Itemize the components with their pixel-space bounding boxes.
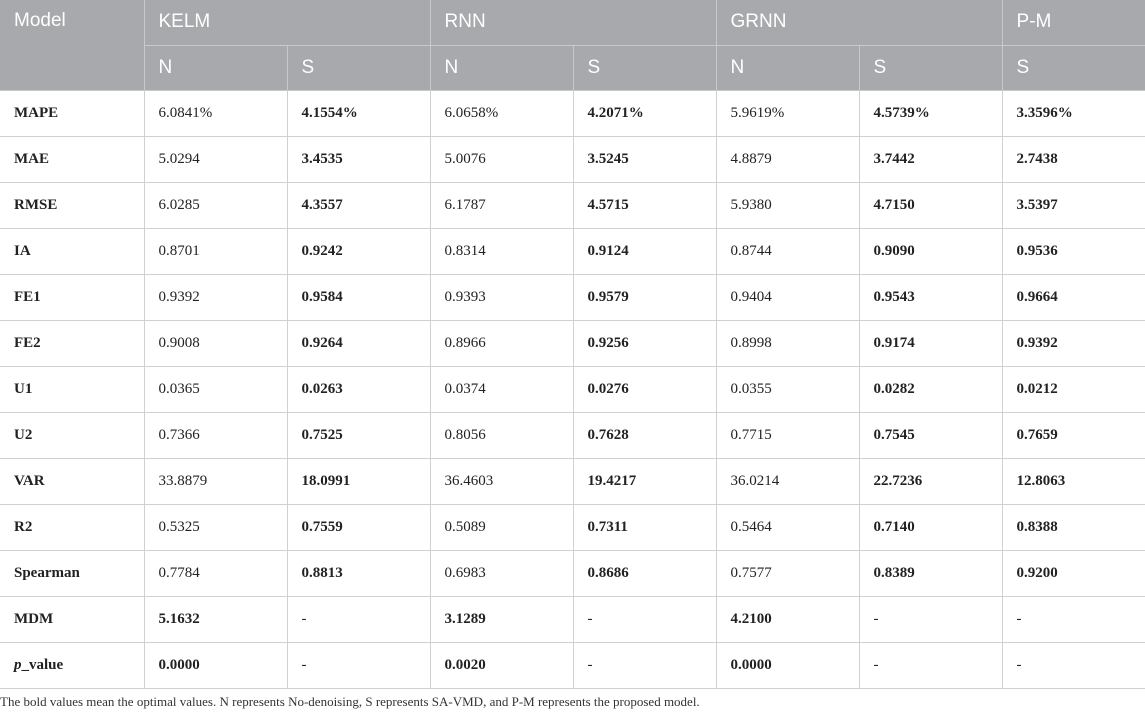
table-cell: 0.9393 [430, 274, 573, 320]
table-cell: 0.8314 [430, 228, 573, 274]
table-cell: 0.0212 [1002, 366, 1145, 412]
table-cell: 3.1289 [430, 596, 573, 642]
table-cell: 0.7715 [716, 412, 859, 458]
table-cell: 0.9392 [144, 274, 287, 320]
row-metric-label [0, 642, 144, 688]
table-cell: 4.7150 [859, 182, 1002, 228]
table-cell: 0.0374 [430, 366, 573, 412]
table-cell: 0.0282 [859, 366, 1002, 412]
table-cell: 0.8998 [716, 320, 859, 366]
row-metric-label: MDM [0, 596, 144, 642]
table-cell: 36.0214 [716, 458, 859, 504]
table-cell: 4.3557 [287, 182, 430, 228]
group-header-pm: P-M [1002, 0, 1145, 45]
table-cell: 4.5739% [859, 90, 1002, 136]
table-row [0, 458, 1145, 504]
table-cell: 5.9380 [716, 182, 859, 228]
table-cell: 0.5325 [144, 504, 287, 550]
table-cell: 5.9619% [716, 90, 859, 136]
table-cell: 0.6983 [430, 550, 573, 596]
table-cell: 0.7545 [859, 412, 1002, 458]
table-cell: 0.8813 [287, 550, 430, 596]
row-metric-label: IA [0, 228, 144, 274]
table-cell: 22.7236 [859, 458, 1002, 504]
row-metric-label: Spearman [0, 550, 144, 596]
table-cell: 0.8701 [144, 228, 287, 274]
row-metric-label: U1 [0, 366, 144, 412]
table-cell: - [1002, 642, 1145, 688]
table-cell: 0.0365 [144, 366, 287, 412]
table-row [0, 642, 1145, 688]
table-cell: 0.9536 [1002, 228, 1145, 274]
table-cell: 0.7628 [573, 412, 716, 458]
table-row [0, 550, 1145, 596]
subheader-kelm-s: S [287, 45, 430, 90]
table-row [0, 412, 1145, 458]
row-metric-label: MAPE [0, 90, 144, 136]
table-cell: 0.8966 [430, 320, 573, 366]
table-cell: 0.9543 [859, 274, 1002, 320]
subheader-rnn-s: S [573, 45, 716, 90]
table-cell: 0.8388 [1002, 504, 1145, 550]
subheader-kelm-n: N [144, 45, 287, 90]
table-cell: 4.8879 [716, 136, 859, 182]
row-metric-label: VAR [0, 458, 144, 504]
table-cell: 4.1554% [287, 90, 430, 136]
table-cell: 0.7659 [1002, 412, 1145, 458]
subheader-pm-s: S [1002, 45, 1145, 90]
table-cell: 0.9174 [859, 320, 1002, 366]
table-cell: 4.2071% [573, 90, 716, 136]
table-cell: 6.0841% [144, 90, 287, 136]
table-row [0, 596, 1145, 642]
table-cell: 0.9090 [859, 228, 1002, 274]
table-row [0, 228, 1145, 274]
table-cell: 0.9200 [1002, 550, 1145, 596]
table-row [0, 504, 1145, 550]
table-cell: 0.9242 [287, 228, 430, 274]
table-footnote: The bold values mean the optimal values. N represents No-denoising, S represents SA-VMD, and P-M represents the proposed model. [0, 694, 700, 709]
row-metric-label: FE2 [0, 320, 144, 366]
table-cell: 6.0285 [144, 182, 287, 228]
table-cell: 0.5089 [430, 504, 573, 550]
table-cell: 5.1632 [144, 596, 287, 642]
table-cell: 0.9392 [1002, 320, 1145, 366]
table-row [0, 274, 1145, 320]
table-cell: 36.4603 [430, 458, 573, 504]
row-metric-label: RMSE [0, 182, 144, 228]
table-cell: 0.8744 [716, 228, 859, 274]
table-cell: 4.2100 [716, 596, 859, 642]
table-cell: - [287, 596, 430, 642]
header-row-groups [0, 0, 1145, 45]
table-cell: 0.7577 [716, 550, 859, 596]
table-cell: 18.0991 [287, 458, 430, 504]
table-cell: 0.0000 [144, 642, 287, 688]
table-cell: 0.5464 [716, 504, 859, 550]
table-cell: - [1002, 596, 1145, 642]
table-cell: 0.7559 [287, 504, 430, 550]
table-cell: 0.8686 [573, 550, 716, 596]
table-cell: 0.9124 [573, 228, 716, 274]
table-cell: 0.9256 [573, 320, 716, 366]
row-metric-label: R2 [0, 504, 144, 550]
table-cell: - [573, 642, 716, 688]
table-cell: 0.7525 [287, 412, 430, 458]
table-cell: 0.0355 [716, 366, 859, 412]
group-header-rnn: RNN [430, 0, 716, 45]
table-cell: - [573, 596, 716, 642]
table-row [0, 366, 1145, 412]
table-cell: 3.5397 [1002, 182, 1145, 228]
table-cell: 0.0263 [287, 366, 430, 412]
row-metric-label: FE1 [0, 274, 144, 320]
table-cell: 3.3596% [1002, 90, 1145, 136]
table-row [0, 136, 1145, 182]
model-header: Model [0, 0, 144, 90]
table-row [0, 320, 1145, 366]
header-row-subcolumns [0, 45, 1145, 90]
table-cell: 12.8063 [1002, 458, 1145, 504]
row-metric-label: U2 [0, 412, 144, 458]
table-header [0, 0, 1145, 90]
table-cell: 0.7784 [144, 550, 287, 596]
table-cell: 0.7366 [144, 412, 287, 458]
table-cell: 0.9584 [287, 274, 430, 320]
group-header-grnn: GRNN [716, 0, 1002, 45]
table-cell: 4.5715 [573, 182, 716, 228]
table-cell: 3.7442 [859, 136, 1002, 182]
table-cell: 0.9579 [573, 274, 716, 320]
table-cell: 0.7311 [573, 504, 716, 550]
table-cell: 0.0020 [430, 642, 573, 688]
table-cell: 0.9664 [1002, 274, 1145, 320]
table-cell: 0.7140 [859, 504, 1002, 550]
table-cell: 0.9264 [287, 320, 430, 366]
row-metric-label: MAE [0, 136, 144, 182]
subheader-rnn-n: N [430, 45, 573, 90]
table-cell: 0.9404 [716, 274, 859, 320]
table-cell: 6.1787 [430, 182, 573, 228]
table-cell: 0.8056 [430, 412, 573, 458]
subheader-grnn-s: S [859, 45, 1002, 90]
table-cell: - [859, 642, 1002, 688]
table-body [0, 90, 1145, 688]
table-cell: 3.5245 [573, 136, 716, 182]
subheader-grnn-n: N [716, 45, 859, 90]
table-cell: 2.7438 [1002, 136, 1145, 182]
table-cell: 0.8389 [859, 550, 1002, 596]
table-cell: 6.0658% [430, 90, 573, 136]
table-cell: 5.0076 [430, 136, 573, 182]
table-cell: 0.0000 [716, 642, 859, 688]
table-row [0, 90, 1145, 136]
table-cell: 5.0294 [144, 136, 287, 182]
metric-rest-part: _value [21, 656, 64, 673]
table-cell: 33.8879 [144, 458, 287, 504]
metric-italic-part: p [14, 656, 22, 673]
table-cell: 19.4217 [573, 458, 716, 504]
table-row [0, 182, 1145, 228]
table-cell: 0.0276 [573, 366, 716, 412]
table-cell: - [859, 596, 1002, 642]
group-header-kelm: KELM [144, 0, 430, 45]
table-cell: 0.9008 [144, 320, 287, 366]
table-cell: - [287, 642, 430, 688]
table-cell: 3.4535 [287, 136, 430, 182]
